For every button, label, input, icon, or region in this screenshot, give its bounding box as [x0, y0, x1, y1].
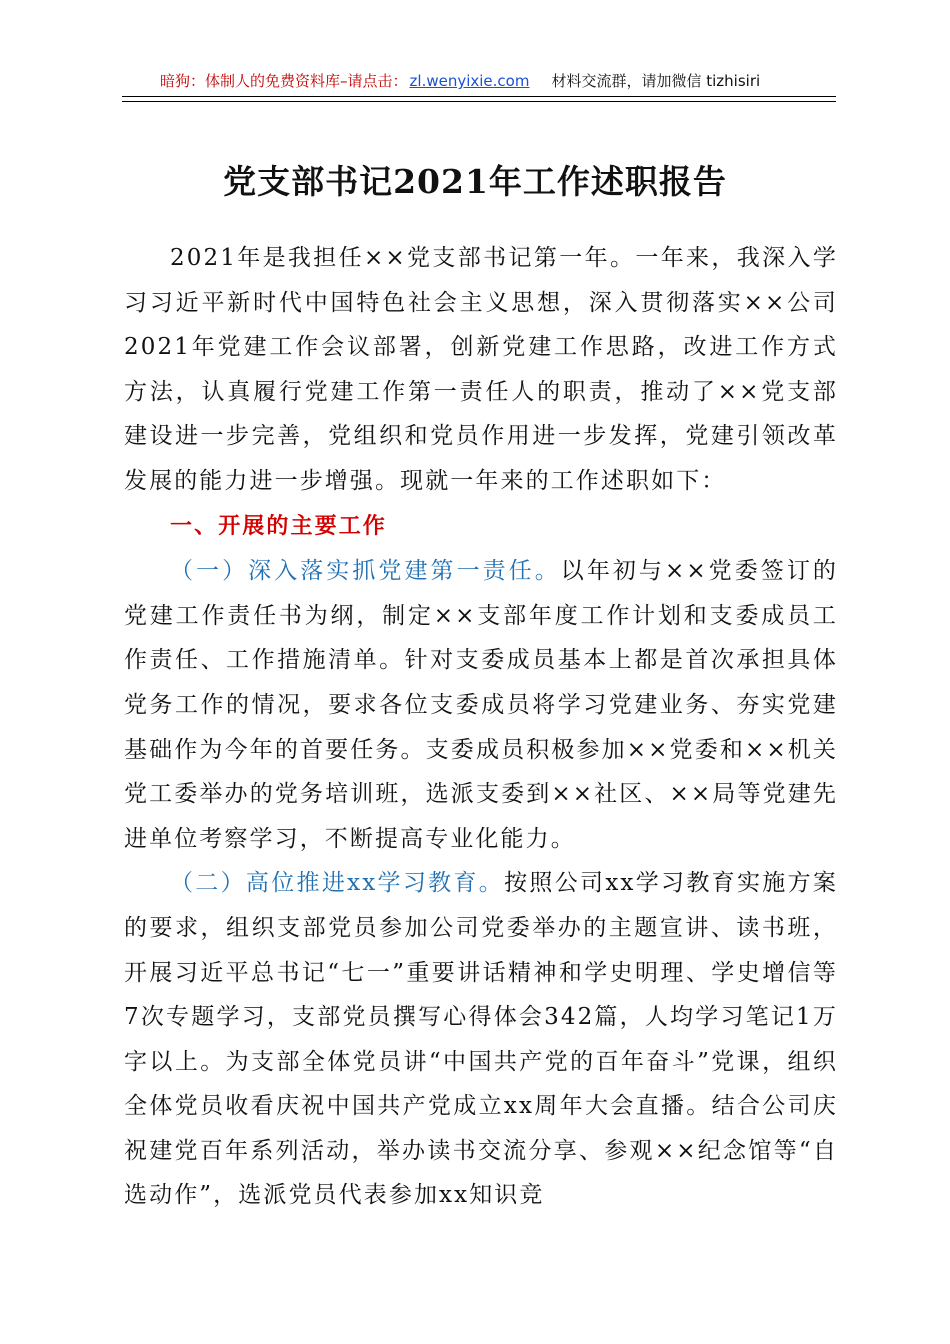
document-body — [124, 236, 838, 1218]
item-2-heading: （二）高位推进xx学习教育。 — [170, 870, 505, 897]
item-1-body: 以年初与××党委签订的党建工作责任书为纲，制定××支部年度工作计划和支委成员工作责任、工作措施清单。针对支委成员基本上都是首次承担具体党务工作的情况，要求各位支委成员将学习党建业务、夯实党建基础作为今年的首要任务。支委成员积极参加××党委和××机关党工委举办的党务培训班，选派支委到××社区、××局等党建先进单位考察学习，不断提高专业化能力。 — [124, 558, 838, 852]
header-source-label: 暗狗：体制人的免费资料库 — [160, 72, 341, 90]
section-heading — [124, 504, 838, 550]
paragraph-item-2 — [124, 861, 838, 1218]
paragraph-item-1 — [124, 549, 838, 861]
page-header — [122, 66, 836, 97]
section-heading-text: 一、开展的主要工作 — [170, 513, 387, 539]
header-divider — [122, 101, 836, 102]
header-link[interactable]: zl.wenyixie.com — [409, 72, 530, 90]
intro-paragraph: 2021年是我担任××党支部书记第一年。一年来，我深入学习习近平新时代中国特色社会主义思想，深入贯彻落实××公司2021年党建工作会议部署，创新党建工作思路，改进工作方式方法，认真履行党建工作第一责任人的职责，推动了××党支部建设进一步完善，党组织和党员作用进一步发挥，党建引领改革发展的能力进一步增强。现就一年来的工作述职如下： — [124, 245, 838, 494]
item-2-body: 按照公司xx学习教育实施方案的要求，组织支部党员参加公司党委举办的主题宣讲、读书班，开展习近平总书记“七一”重要讲话精神和学史明理、学史增信等7次专题学习，支部党员撰写心得体会342篇，人均学习笔记1万字以上。为支部全体党员讲“中国共产党的百年奋斗”党课，组织全体党员收看庆祝中国共产党成立xx周年大会直播。结合公司庆祝建党百年系列活动，举办读书交流分享、参观××纪念馆等“自选动作”，选派党员代表参加xx知识竞 — [124, 870, 839, 1209]
document-title: 党支部书记2021年工作述职报告 — [223, 162, 727, 201]
header-click-label: –请点击： — [340, 72, 408, 90]
header-contact-text: 材料交流群，请加微信 tizhisiri — [551, 72, 761, 90]
item-1-heading: （一）深入落实抓党建第一责任。 — [170, 558, 561, 585]
